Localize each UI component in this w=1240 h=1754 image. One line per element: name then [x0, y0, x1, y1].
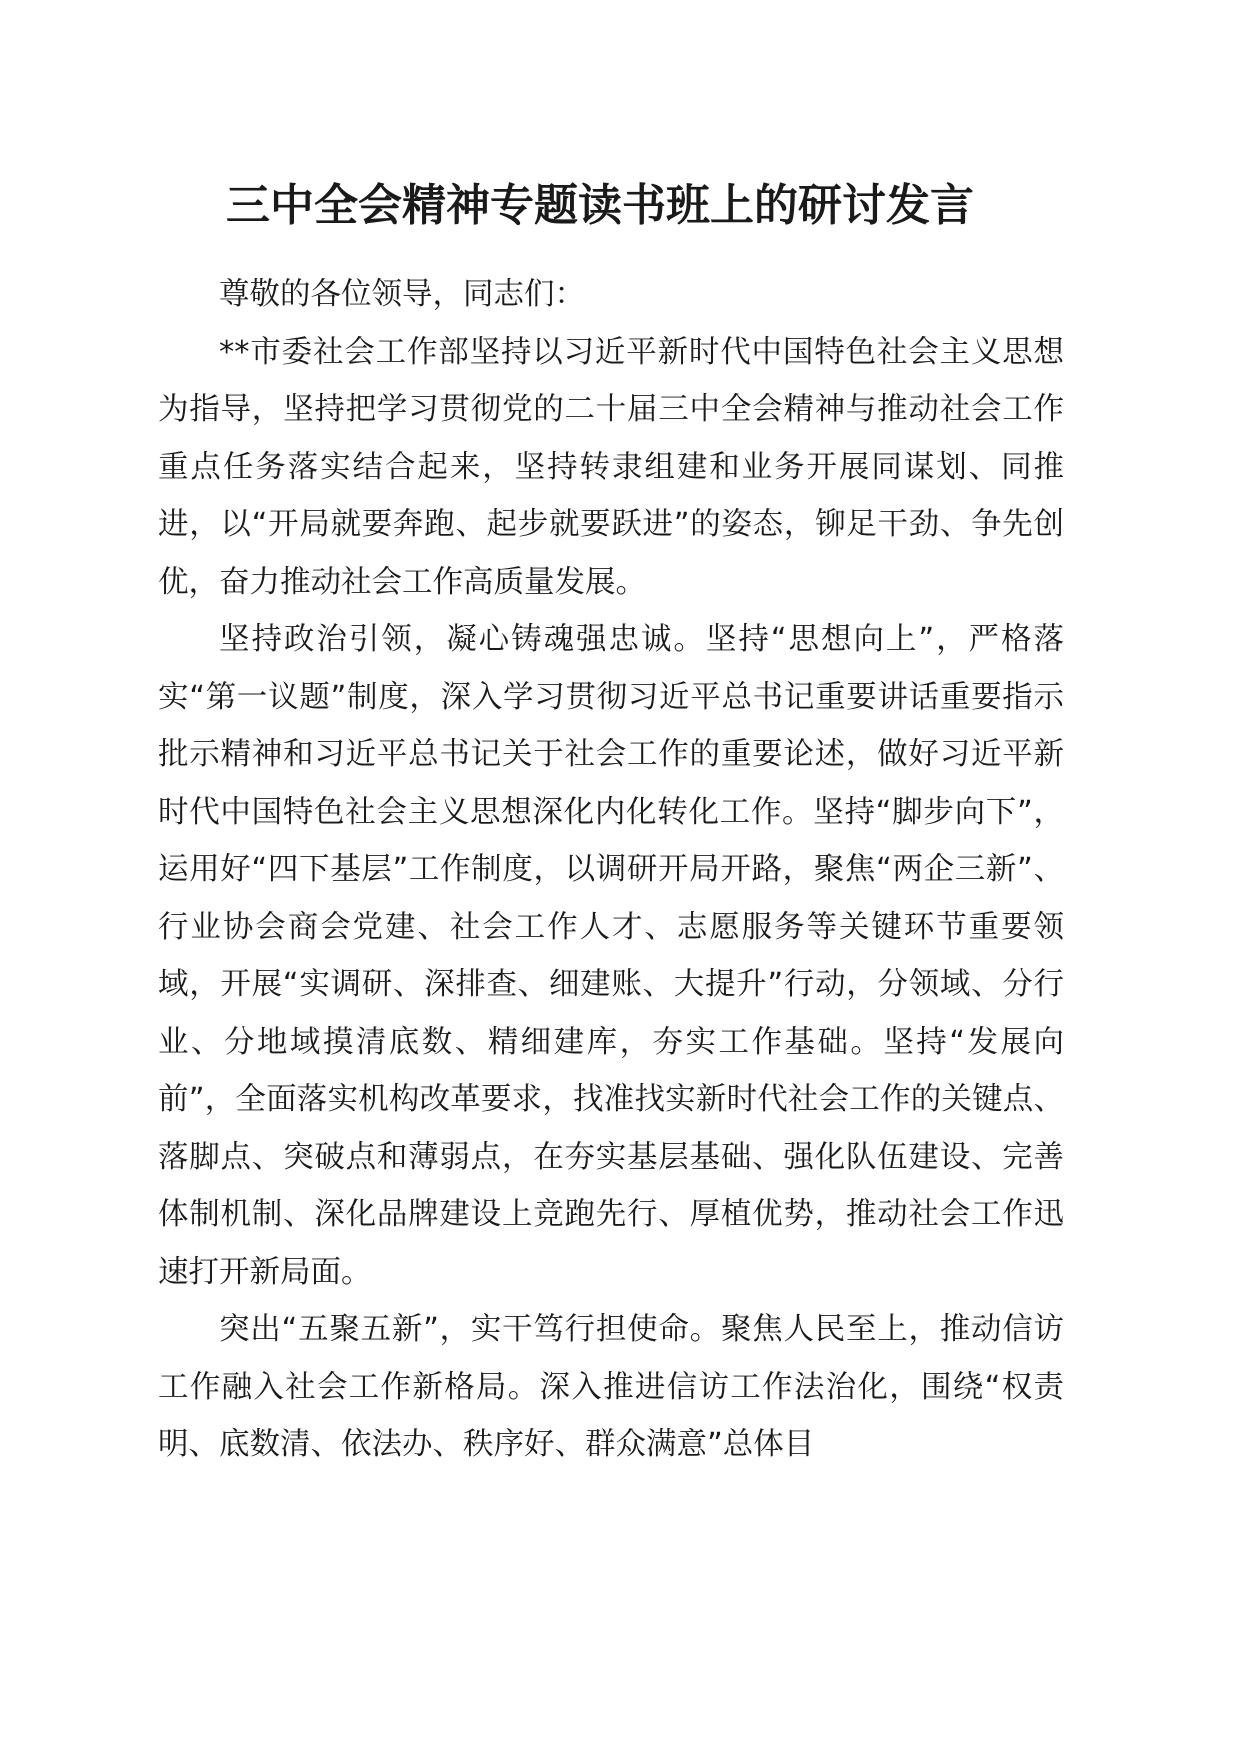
document-title: 三中全会精神专题读书班上的研讨发言: [226, 180, 974, 231]
salutation: 尊敬的各位领导，同志们：: [219, 277, 585, 312]
paragraph-intro: **市委社会工作部坚持以习近平新时代中国特色社会主义思想为指导，坚持把学习贯彻党的二十届三中全会精神与推动社会工作重点任务落实结合起来，坚持转隶组建和业务开展同谋划、同推进，以“开局就要奔跑、起步就要跃进”的姿态，铆足干劲、争先创优，奋力推动社会工作高质量发展。: [158, 334, 1064, 600]
paragraph-political-leadership: 坚持政治引领，凝心铸魂强忠诚。坚持“思想向上”，严格落实“第一议题”制度，深入学习贯彻习近平总书记重要讲话重要指示批示精神和习近平总书记关于社会工作的重要论述，做好习近平新时代中国特色社会主义思想深化内化转化工作。坚持“脚步向下”，运用好“四下基层”工作制度，以调研开局开路，聚焦“两企三新”、行业协会商会党建、社会工作人才、志愿服务等关键环节重要领域，开展“实调研、深排查、细建账、大提升”行动，分领域、分行业、分地域摸清底数、精细建库，夯实工作基础。坚持“发展向前”，全面落实机构改革要求，找准找实新时代社会工作的关键点、落脚点、突破点和薄弱点，在夯实基层基础、强化队伍建设、完善体制机制、深化品牌建设上竞跑先行、厚植优势，推动社会工作迅速打开新局面。: [158, 622, 1064, 1290]
paragraph-five-focus: 突出“五聚五新”，实干笃行担使命。聚焦人民至上，推动信访工作融入社会工作新格局。深入推进信访工作法治化，围绕“权责明、底数清、依法办、秩序好、群众满意”总体目: [158, 1312, 1064, 1462]
document-body: [158, 266, 1064, 1474]
